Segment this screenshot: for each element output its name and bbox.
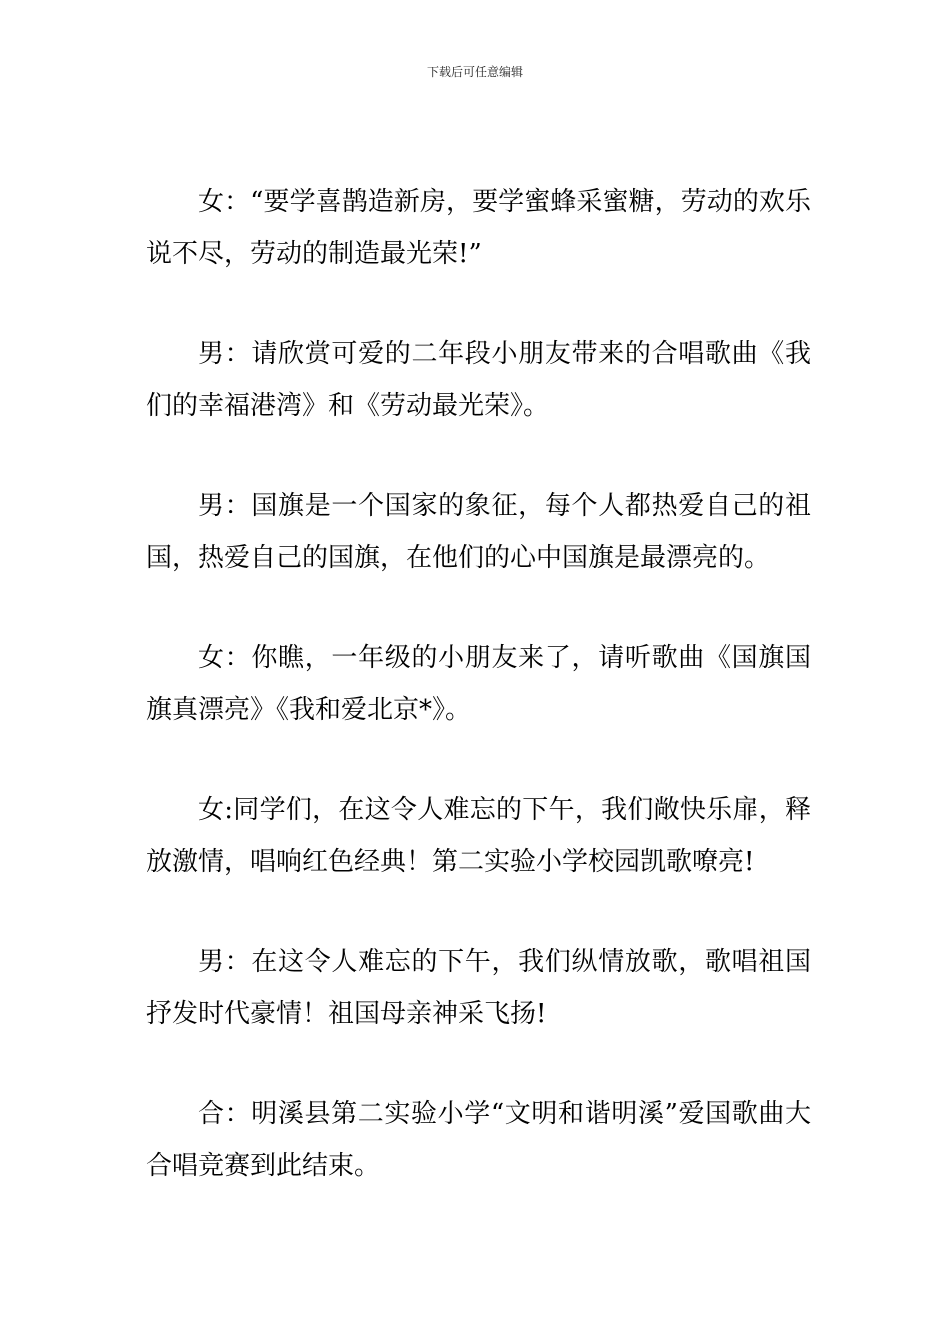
paragraph-7: 合：明溪县第二实验小学“文明和谐明溪”爱国歌曲大合唱竞赛到此结束。 [146,1099,811,1181]
document-body [146,176,811,1240]
paragraph-2: 男：请欣赏可爱的二年段小朋友带来的合唱歌曲《我们的幸福港湾》和《劳动最光荣》。 [146,339,811,421]
paragraph-6: 男：在这令人难忘的下午，我们纵情放歌，歌唱祖国抒发时代豪情！祖国母亲神采飞扬! [146,947,811,1029]
paragraph-1: 女：“要学喜鹊造新房，要学蜜蜂采蜜糖，劳动的欢乐说不尽，劳动的制造最光荣!” [146,187,811,269]
paragraph-3: 男：国旗是一个国家的象征，每个人都热爱自己的祖国，热爱自己的国旗，在他们的心中国旗是最漂亮的。 [146,491,811,573]
paragraph-4: 女：你瞧，一年级的小朋友来了，请听歌曲《国旗国旗真漂亮》《我和爱北京*》。 [146,643,811,725]
paragraph-5: 女:同学们，在这令人难忘的下午，我们敞快乐扉，释放激情，唱响红色经典！第二实验小学校园凯歌嘹亮! [146,795,811,877]
page-header: 下载后可任意编辑 [426,65,523,79]
